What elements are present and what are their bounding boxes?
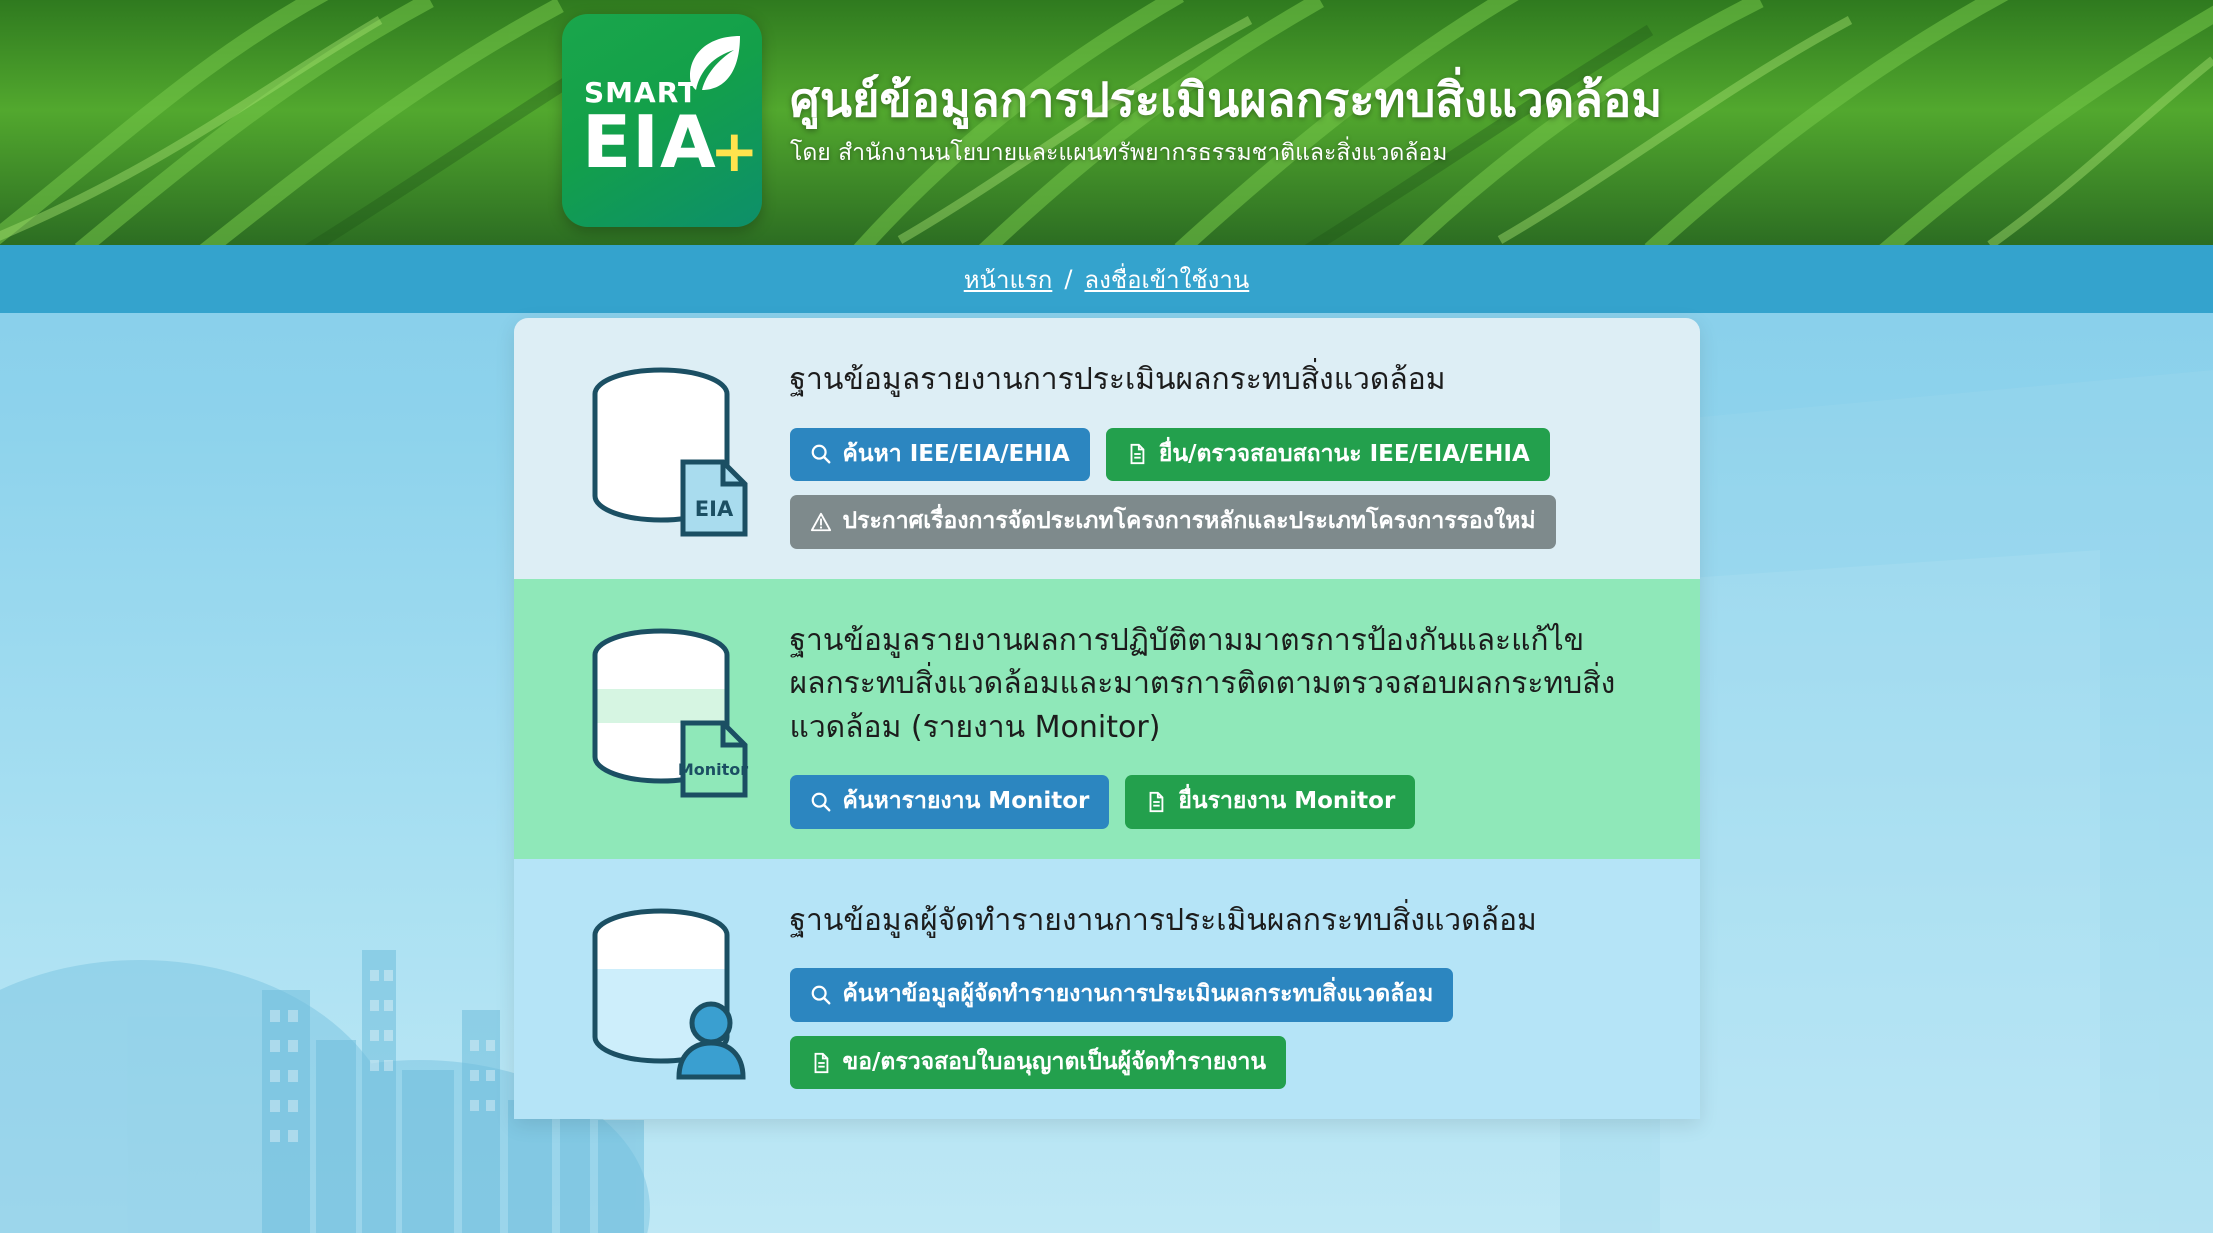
- request-check-license-button[interactable]: [790, 1036, 1287, 1090]
- search-iee-eia-ehia-button[interactable]: [790, 428, 1090, 482]
- main-content: [0, 313, 2213, 1119]
- search-iee-eia-ehia-label: ค้นหา IEE/EIA/EHIA: [842, 440, 1070, 467]
- submit-check-status-iee-eia-ehia-button[interactable]: [1106, 428, 1550, 482]
- request-check-license-label: ขอ/ตรวจสอบใบอนุญาตเป็นผู้จัดทำรายงาน: [842, 1048, 1267, 1075]
- breadcrumb: [964, 260, 1250, 299]
- services-card: [514, 318, 1700, 1119]
- button-row-preparer-secondary: [790, 1036, 1660, 1090]
- section-preparer-database: [514, 859, 1700, 1120]
- section-title-monitor: ฐานข้อมูลรายงานผลการปฏิบัติตามมาตรการป้องกันและแก้ไขผลกระทบสิ่งแวดล้อมและมาตรการติดตามตรวจสอบผลกระทบสิ่งแวดล้อม (รายงาน Monitor): [789, 622, 1616, 745]
- search-icon: [810, 791, 832, 813]
- section-title-preparer: ฐานข้อมูลผู้จัดทำรายงานการประเมินผลกระทบสิ่งแวดล้อม: [789, 902, 1537, 938]
- document-icon: [810, 1052, 832, 1074]
- page-title: ศูนย์ข้อมูลการประเมินผลกระทบสิ่งแวดล้อม: [790, 73, 1663, 129]
- button-row-preparer-primary: [790, 968, 1660, 1022]
- section-monitor-database: [514, 579, 1700, 859]
- logo-smart-text: SMART: [584, 76, 699, 109]
- section-title-eia: ฐานข้อมูลรายงานการประเมินผลกระทบสิ่งแวดล้อม: [789, 362, 1446, 397]
- button-row-monitor: [790, 775, 1660, 829]
- submit-check-status-label: ยื่น/ตรวจสอบสถานะ IEE/EIA/EHIA: [1158, 440, 1530, 467]
- button-row-eia-secondary: [790, 495, 1660, 549]
- logo-eia-text: EIA: [582, 100, 717, 184]
- logo-plus-text: +: [710, 117, 759, 185]
- page-subtitle: โดย สำนักงานนโยบายและแผนทรัพยากรธรรมชาติและสิ่งแวดล้อม: [790, 139, 1448, 166]
- project-type-announcement-button[interactable]: [790, 495, 1556, 549]
- submit-monitor-report-label: ยื่นรายงาน Monitor: [1178, 788, 1396, 815]
- breadcrumb-home-link[interactable]: หน้าแรก: [963, 265, 1053, 294]
- search-preparer-button[interactable]: [790, 968, 1454, 1022]
- breadcrumb-login-link[interactable]: ลงชื่อเข้าใช้งาน: [1084, 265, 1250, 294]
- submit-monitor-report-button[interactable]: [1125, 775, 1415, 829]
- search-preparer-label: ค้นหาข้อมูลผู้จัดทำรายงานการประเมินผลกระทบสิ่งแวดล้อม: [842, 981, 1434, 1008]
- search-monitor-report-button[interactable]: [790, 775, 1110, 829]
- site-header: [0, 0, 2213, 245]
- eia-badge-label: EIA: [694, 497, 733, 521]
- button-row-eia-primary: [790, 428, 1660, 482]
- search-icon: [810, 443, 832, 465]
- search-icon: [810, 984, 832, 1006]
- database-eia-icon: [554, 354, 790, 549]
- project-type-announcement-label: ประกาศเรื่องการจัดประเภทโครงการหลักและประเภทโครงการรองใหม่: [842, 508, 1536, 535]
- document-icon: [1126, 443, 1148, 465]
- search-monitor-report-label: ค้นหารายงาน Monitor: [842, 788, 1090, 815]
- monitor-badge-label: Monitor: [677, 759, 748, 779]
- breadcrumb-separator: /: [1064, 265, 1073, 293]
- database-person-icon: [554, 895, 790, 1090]
- document-icon: [1145, 791, 1167, 813]
- database-monitor-icon: [554, 615, 790, 829]
- breadcrumb-bar: [0, 245, 2213, 313]
- warning-icon: [810, 511, 832, 533]
- section-eia-database: [514, 318, 1700, 579]
